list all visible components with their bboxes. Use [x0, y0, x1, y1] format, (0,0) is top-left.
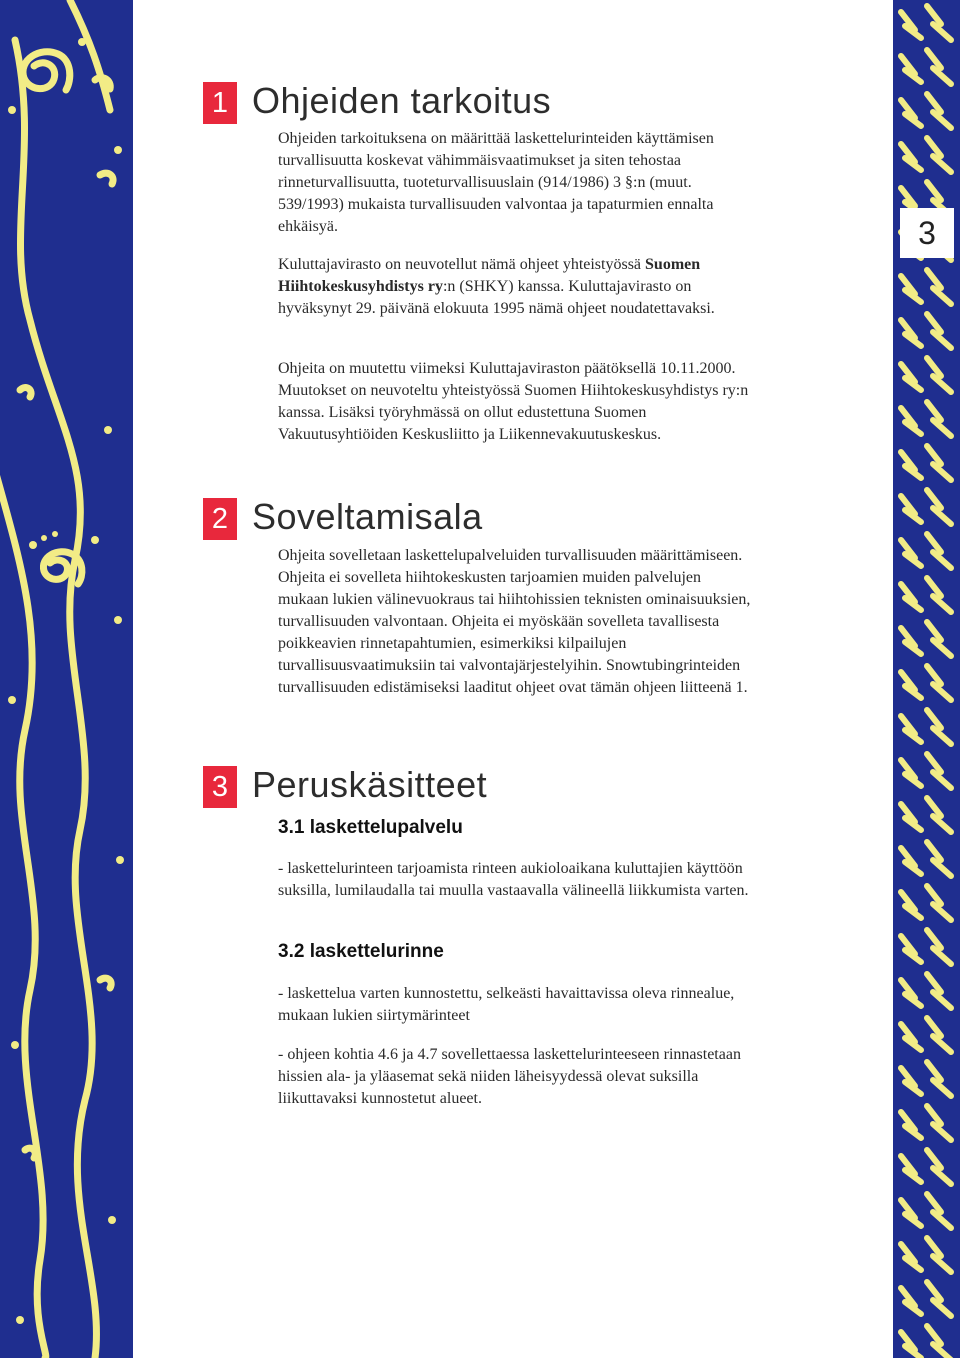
section-1-paragraph-3: Ohjeita on muutettu viimeksi Kuluttajaviraston päätöksellä 10.11.2000. Muutokset on neuvoteltu yhteistyössä Suomen Hiihtokeskusyhdistys ry:n kanssa. Lisäksi työryhmässä on ollut edustettuna Suomen Vakuutusyhtiöiden Keskusliitto ja Liikennevakuutuskeskus. — [278, 360, 749, 443]
section-number-badge: 1 — [203, 82, 237, 124]
subsection-heading: 3.2 laskettelurinne — [278, 941, 444, 962]
section-title: Ohjeiden tarkoitus — [252, 80, 552, 121]
page-number: 3 — [900, 208, 954, 258]
section-number-badge: 3 — [203, 766, 237, 808]
section-title: Peruskäsitteet — [252, 764, 488, 805]
subsection-heading: 3.1 laskettelupalvelu — [278, 817, 463, 838]
section-2-paragraph-1: Ohjeita sovelletaan laskettelupalveluiden turvallisuuden määrittämiseen. Ohjeita ei sovelleta hiihtokeskusten tarjoamien muiden palvelujen mukaan lukien välinevuokraus tai hiihtohissien teknisten ominaisuuksien, turvallisuuden valvontaan. Ohjeita ei myöskään sovelleta tavallisesta poikkeavien rinnetapahtumien, esimerkiksi kilpailujen turvallisuusvaatimuksiin tai valvontajärjestelyihin. Snowtubingrinteiden turvallisuuden edistämiseksi laaditut ohjeet ovat tämän ohjeen liitteenä 1. — [278, 547, 751, 696]
section-1-paragraph-2: Kuluttajavirasto on neuvotellut nämä ohjeet yhteistyössä Suomen Hiihtokeskusyhdistys ry:n (SHKY) kanssa. Kuluttajavirasto on hyväksynyt 29. päivänä elokuuta 1995 nämä ohjeet noudatettavaksi. — [278, 256, 715, 317]
subsection-1-text: - laskettelurinteen tarjoamista rinteen aukioloaikana kuluttajien käyttöön suksilla, lumilaudalla tai muulla vastaavalla välineellä liikkumista varten. — [278, 860, 749, 899]
right-decorative-band — [893, 0, 960, 1358]
section-1-paragraph-1: Ohjeiden tarkoituksena on määrittää laskettelurinteiden käyttämisen turvallisuutta koskevat vähimmäisvaatimukset ja siten tehostaa rinneturvallisuutta, tuoteturvallisuuslain (914/1986) 3 §:n (muut. 539/1993) mukaista turvallisuuden valvontaa ja tapaturmien ennalta ehkäisyä. — [278, 130, 714, 235]
section-number-badge: 2 — [203, 498, 237, 540]
subsection-2-text-2: - ohjeen kohtia 4.6 ja 4.7 sovellettaessa laskettelurinteeseen rinnastetaan hissien ala- ja yläasemat sekä niiden läheisyydessä olevat suksilla liikuttavaksi kunnostetut alueet. — [278, 1046, 741, 1107]
subsection-2-text-1: - laskettelua varten kunnostettu, selkeästi havaittavissa oleva rinnealue, mukaan lukien siirtymärinteet — [278, 985, 735, 1024]
left-decorative-band — [0, 0, 133, 1358]
section-title: Soveltamisala — [252, 496, 483, 537]
stroke-pattern-graphic — [893, 0, 960, 1358]
swirl-pattern-graphic — [0, 0, 133, 1358]
